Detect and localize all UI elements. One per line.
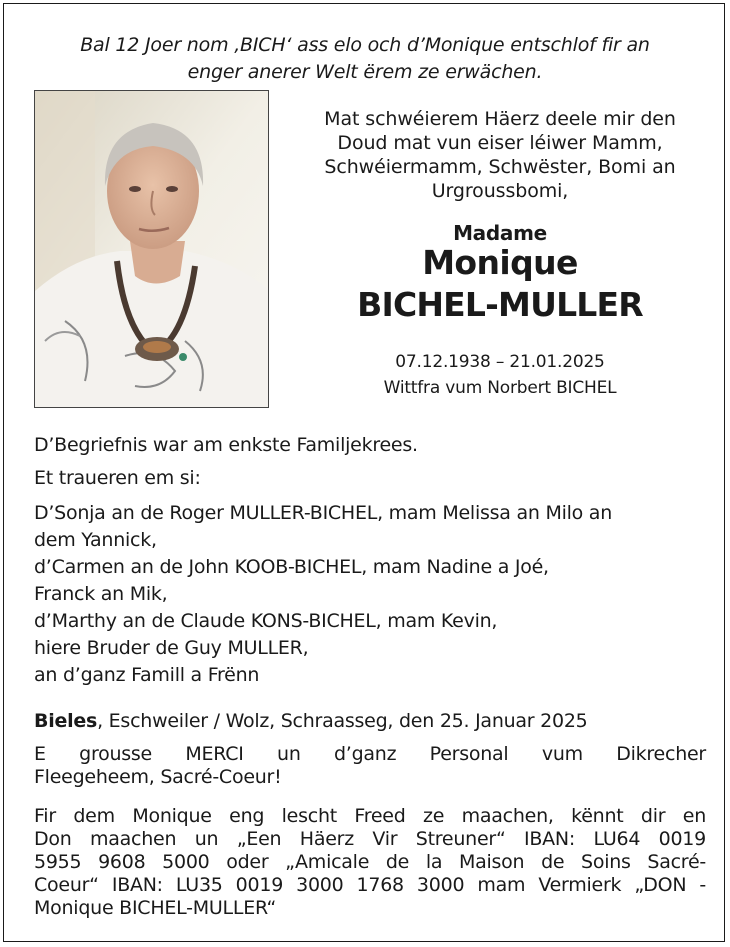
family-line: dem Yannick, bbox=[34, 529, 157, 551]
donation-note bbox=[34, 805, 706, 920]
epigraph bbox=[4, 32, 726, 86]
intro-line: Urgroussbomi, bbox=[431, 180, 569, 202]
intro-text bbox=[280, 107, 720, 203]
life-dates: 07.12.1938 – 21.01.2025 bbox=[395, 352, 605, 372]
family-line: D’Sonja an de Roger MULLER-BICHEL, mam Melissa an Milo an bbox=[34, 502, 612, 524]
deceased-first-name: Monique bbox=[422, 243, 578, 282]
intro-line: Schwéiermamm, Schwëster, Bomi an bbox=[324, 156, 676, 178]
donation-line: Coeur“ IBAN: LU35 0019 3000 1768 3000 mam Vermierk „DON - bbox=[34, 874, 706, 896]
family-list bbox=[34, 500, 706, 689]
family-line: d’Marthy an de Claude KONS-BICHEL, mam Kevin, bbox=[34, 610, 498, 632]
epigraph-line: enger anerer Welt ërem ze erwächen. bbox=[187, 61, 543, 83]
family-line: Franck an Mik, bbox=[34, 583, 168, 605]
intro-line: Mat schwéierem Häerz deele mir den bbox=[324, 108, 676, 130]
funeral-note: D’Begriefnis war am enkste Familjekrees. bbox=[34, 434, 418, 456]
deceased-title: Madame bbox=[453, 221, 547, 245]
portrait-photo bbox=[34, 90, 269, 408]
thanks-line: Fleegeheem, Sacré-Coeur! bbox=[34, 766, 282, 788]
obituary-notice bbox=[3, 3, 725, 942]
intro-line: Doud mat vun eiser léiwer Mamm, bbox=[337, 132, 663, 154]
family-line: an d’ganz Famill a Frënn bbox=[34, 664, 260, 686]
portrait-illustration bbox=[35, 91, 269, 408]
family-line: d’Carmen an de John KOOB-BICHEL, mam Nadine a Joé, bbox=[34, 556, 549, 578]
donation-line: 5955 9608 5000 oder „Amicale de la Maison de Soins Sacré- bbox=[34, 851, 706, 873]
thanks-line: E grousse MERCI un d’ganz Personal vum Dikrecher bbox=[34, 743, 706, 765]
deceased-last-name: BICHEL-MULLER bbox=[357, 285, 643, 324]
place-rest: , Eschweiler / Wolz, Schraasseg, den 25. Januar 2025 bbox=[97, 710, 588, 732]
donation-line: Monique BICHEL-MULLER“ bbox=[34, 897, 277, 919]
family-line: hiere Bruder de Guy MULLER, bbox=[34, 637, 309, 659]
mourners-intro: Et traueren em si: bbox=[34, 467, 201, 489]
donation-line: Fir dem Monique eng lescht Freed ze maachen, kënnt dir en bbox=[34, 805, 706, 827]
widow-of: Wittfra vum Norbert BICHEL bbox=[383, 378, 617, 398]
donation-line: Don maachen un „Een Häerz Vir Streuner“ IBAN: LU64 0019 bbox=[34, 828, 706, 850]
place-date bbox=[34, 708, 706, 735]
place-town: Bieles bbox=[34, 710, 98, 732]
thanks-note bbox=[34, 743, 706, 789]
epigraph-line: Bal 12 Joer nom ‚BICH‘ ass elo och d’Monique entschlof fir an bbox=[80, 34, 650, 56]
